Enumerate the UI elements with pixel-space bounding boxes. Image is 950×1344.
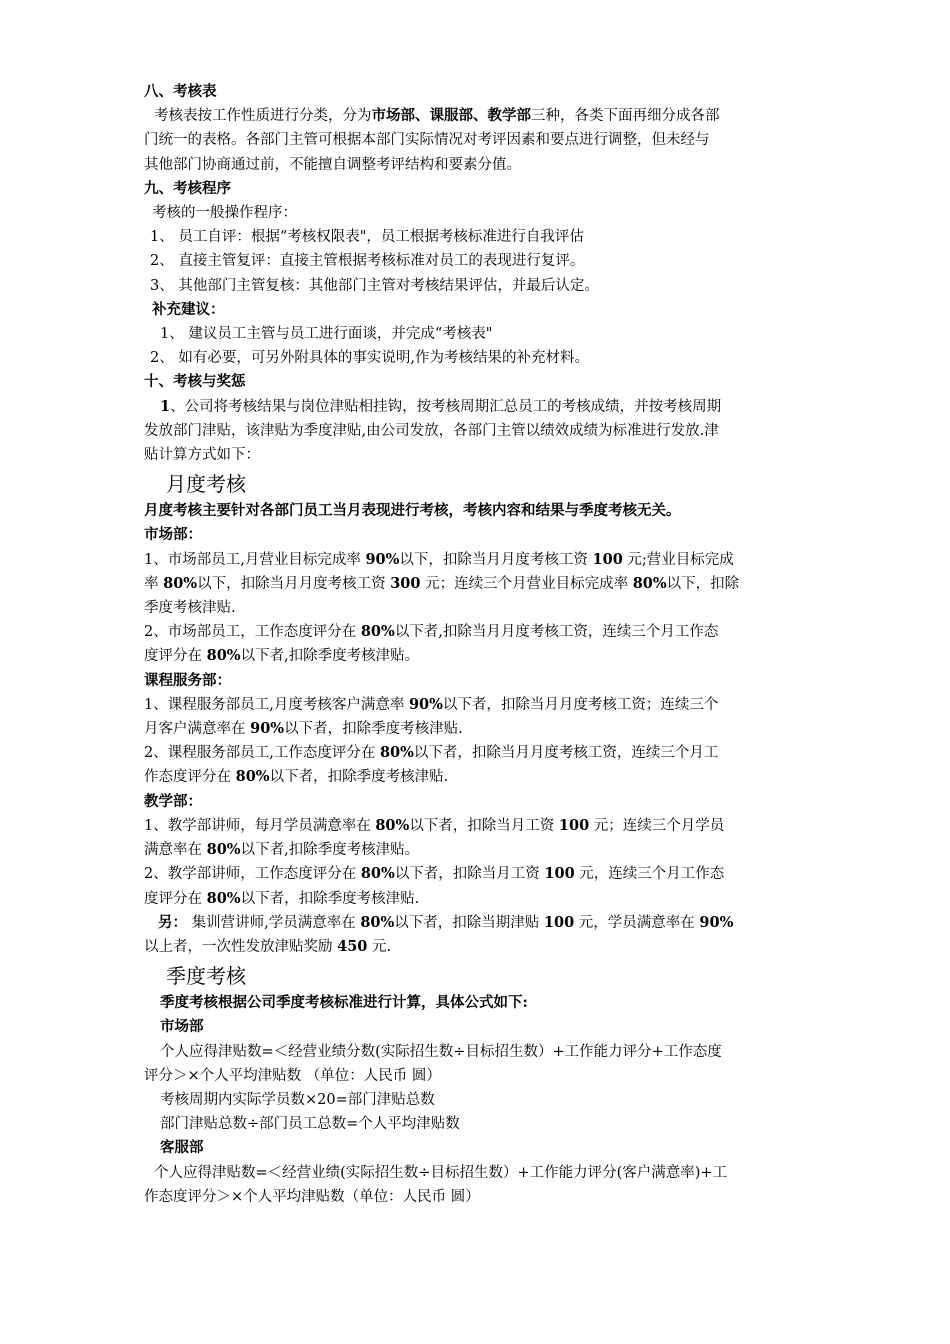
s10-paragraph-line-1: 1、公司将考核结果与岗位津贴相挂钩，按考核周期汇总员工的考核成绩，并按考核周期 [160,397,722,415]
document-page [144,80,809,1209]
s10-paragraph-line-2: 发放部门津贴，该津贴为季度津贴,由公司发放，各部门主管以绩效成绩为标准进行发放.津 [144,422,719,439]
market-rule-1-line-2: 率 80%以下，扣除当月月度考核工资 300 元；连续三个月营业目标完成率 80%以下，扣除 [144,574,740,592]
course-heading: 课程服务部： [144,671,231,689]
s9-step-3: 3、 其他部门主管复核：其他部门主管对考核结果评估，并最后认定。 [150,277,599,294]
course-rule-2-line-1: 2、课程服务部员工,工作态度评分在 80%以下者，扣除当月月度考核工资，连续三个月工 [144,744,719,762]
s9-step-1: 1、 员工自评：根据“考核权限表"，员工根据考核标准进行自我评估 [150,229,584,246]
s9-step-2: 2、 直接主管复评：直接主管根据考核标准对员工的表现进行复评。 [150,253,585,270]
extra-rule-line-2: 以上者，一次性发放津贴奖励 450 元. [144,937,392,955]
s8-paragraph-line-1: 考核表按工作性质进行分类，分为市场部、课服部、教学部三种，各类下面再细分成各部 [154,107,720,125]
course-rule-1-line-2: 月客户满意率在 90%以下者，扣除季度考核津贴. [144,720,463,738]
s10-paragraph-line-3: 贴计算方式如下： [144,447,260,464]
q-market-formula-line-4: 部门津贴总数÷部门员工总数=个人平均津贴数 [160,1116,460,1133]
q-market-heading: 市场部 [160,1018,204,1036]
monthly-summary: 月度考核主要针对各部门员工当月表现进行考核，考核内容和结果与季度考核无关。 [144,502,681,520]
teach-rule-2-line-2: 度评分在 80%以下者，扣除季度考核津贴. [144,889,420,907]
teach-heading: 教学部： [144,792,202,810]
q-market-formula-line-3: 考核周期内实际学员数×20=部门津贴总数 [160,1091,435,1108]
s9-supplement-1: 1、 建议员工主管与员工进行面谈，并完成“考核表" [160,326,493,343]
q-service-formula-line-2: 作态度评分＞×个人平均津贴数（单位：人民币 圆） [144,1188,480,1205]
q-market-formula-line-2: 评分＞×个人平均津贴数 （单位：人民币 圆） [144,1067,441,1084]
extra-rule-line-1: 另： 集训营讲师,学员满意率在 80%以下者，扣除当期津贴 100 元，学员满意率在 90% [158,913,734,931]
s8-paragraph-line-2: 门统一的表格。各部门主管可根据本部门实际情况对考评因素和要点进行调整，但未经与 [144,132,710,149]
course-rule-2-line-2: 作态度评分在 80%以下者，扣除季度考核津贴. [144,768,449,786]
market-rule-2-line-2: 度评分在 80%以下者,扣除季度考核津贴。 [144,647,420,665]
s9-supplement-heading: 补充建议： [152,300,225,318]
section-8-heading: 八、考核表 [144,83,217,100]
q-service-formula-line-1: 个人应得津贴数=＜经营业绩(实际招生数÷目标招生数）+工作能力评分(客户满意率)+工 [154,1164,728,1181]
s9-intro: 考核的一般操作程序： [152,205,297,222]
market-rule-2-line-1: 2、市场部员工，工作态度评分在 80%以下者,扣除当月月度考核工资，连续三个月工作态 [144,623,719,641]
market-heading: 市场部： [144,526,202,544]
q-market-formula-line-1: 个人应得津贴数=＜经营业绩分数(实际招生数÷目标招生数）+工作能力评分+工作态度 [160,1043,722,1060]
section-10-heading: 十、考核与奖惩 [144,373,246,391]
quarterly-summary: 季度考核根据公司季度考核标准进行计算，具体公式如下: [160,994,528,1012]
teach-rule-2-line-1: 2、教学部讲师，工作态度评分在 80%以下者，扣除当月工资 100 元，连续三个月工作态 [144,865,725,883]
teach-rule-1-line-2: 满意率在 80%以下者,扣除季度考核津贴。 [144,841,420,859]
s8-paragraph-line-3: 其他部门协商通过前，不能擅自调整考评结构和要素分值。 [144,156,521,173]
monthly-title: 月度考核 [166,472,246,497]
s9-supplement-2: 2、 如有必要，可另外附具体的事实说明,作为考核结果的补充材料。 [150,350,589,367]
market-rule-1-line-1: 1、市场部员工,月营业目标完成率 90%以下，扣除当月月度考核工资 100 元;营业目标完成 [144,550,734,568]
course-rule-1-line-1: 1、课程服务部员工,月度考核客户满意率 90%以下者，扣除当月月度考核工资；连续三个 [144,695,719,713]
market-rule-1-line-3: 季度考核津贴. [144,600,236,617]
quarterly-title: 季度考核 [166,964,246,989]
q-service-heading: 客服部 [160,1139,204,1157]
section-9-heading: 九、考核程序 [144,179,231,197]
teach-rule-1-line-1: 1、教学部讲师，每月学员满意率在 80%以下者，扣除当月工资 100 元；连续三个月学员 [144,816,725,834]
